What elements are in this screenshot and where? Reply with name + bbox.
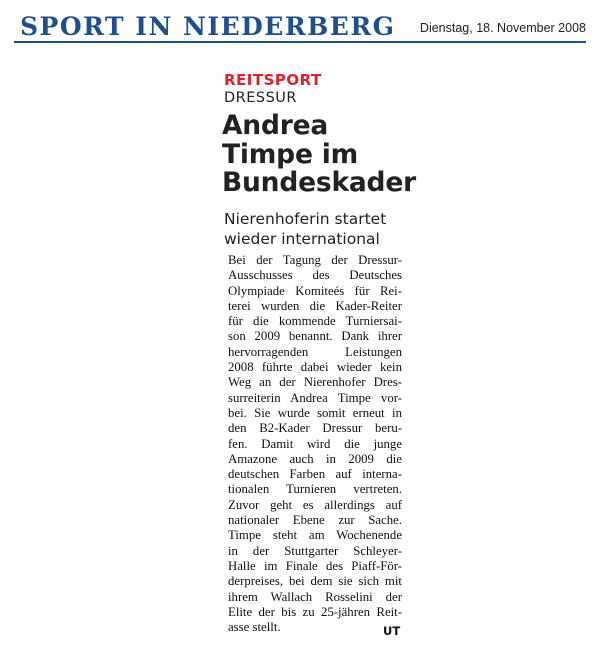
body-line: Zuvor geht es allerdings auf	[228, 497, 402, 512]
body-line: Olympiade Komiteés für Rei-	[228, 283, 402, 298]
subhead-line: Nierenhoferin startet	[224, 210, 387, 228]
masthead-divider	[14, 41, 586, 43]
body-line: 2008 führte dabei wieder kein	[228, 360, 402, 375]
body-line: Elite der bis zu 25-jähren Reit-	[228, 604, 402, 619]
body-line: surreiterin Andrea Timpe vor-	[228, 390, 402, 405]
body-line: bei. Sie wurde somit erneut in	[228, 405, 402, 420]
article-subheadline	[224, 209, 524, 249]
article-headline	[222, 112, 562, 198]
subhead-line: wieder international	[224, 230, 380, 248]
body-line: Amazone auch in 2009 die	[228, 451, 402, 466]
body-line: tionalen Turnieren vertreten.	[228, 482, 402, 497]
body-line: Ausschusses des Deutsches	[228, 268, 402, 283]
body-line: für die kommende Turniersai-	[228, 314, 402, 329]
headline-line: Timpe im	[222, 138, 359, 170]
body-line: derpreises, bei dem sie sich mit	[228, 574, 402, 589]
body-line: Timpe steht am Wochenende	[228, 528, 402, 543]
article-body	[228, 253, 402, 635]
body-line: Halle im Finale des Piaff-För-	[228, 558, 402, 573]
body-line: terei wurden die Kader-Reiter	[228, 298, 402, 313]
body-line: Weg an der Nierenhofer Dres-	[228, 375, 402, 390]
headline-line: Andrea	[222, 110, 329, 141]
article-subkicker: DRESSUR	[224, 90, 297, 106]
body-line: in der Stuttgarter Schleyer-	[228, 543, 402, 558]
body-line: fen. Damit wird die junge	[228, 436, 402, 451]
issue-date: Dienstag, 18. November 2008	[419, 21, 586, 35]
body-line: deutschen Farben auf interna-	[228, 467, 402, 482]
body-line: son 2009 benannt. Dank ihrer	[228, 329, 402, 344]
body-line: nationaler Ebene zur Sache.	[228, 513, 402, 528]
headline-line: Bundeskader	[222, 167, 416, 198]
body-line: den B2-Kader Dressur beru-	[228, 421, 402, 436]
article-kicker: REITSPORT	[224, 71, 322, 89]
author-initials: UT	[383, 624, 401, 638]
masthead-bar	[14, 8, 586, 40]
body-line: ihrem Wallach Rosselini der	[228, 589, 402, 604]
body-line: hervorragenden Leistungen	[228, 344, 402, 359]
body-line: Bei der Tagung der Dressur-	[228, 253, 402, 267]
newspaper-section-title: SPORT IN NIEDERBERG	[20, 12, 396, 41]
body-line: asse stellt.	[228, 620, 281, 635]
